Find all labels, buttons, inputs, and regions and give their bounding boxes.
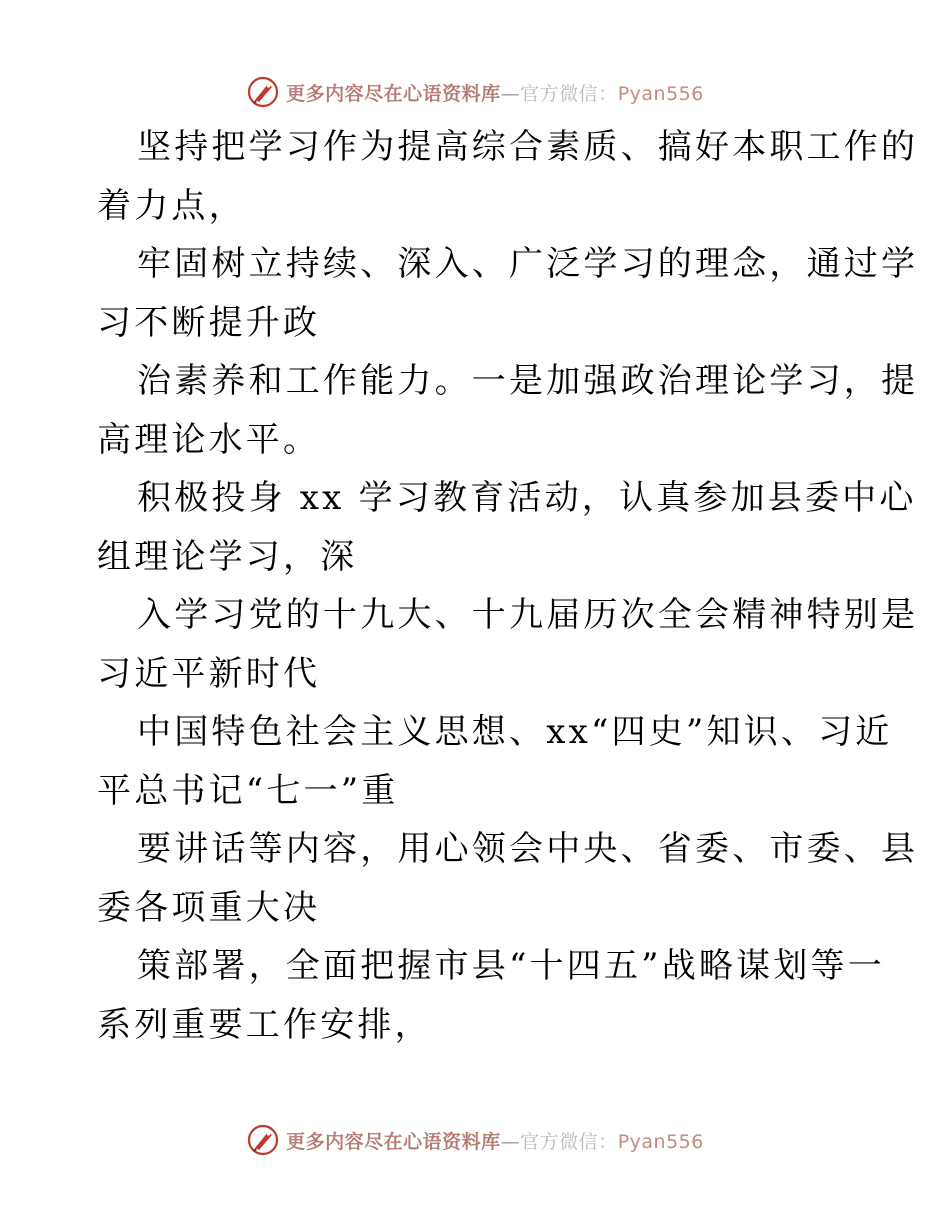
text-line-2: 着力点， — [97, 185, 246, 226]
watermark-dash: — — [500, 82, 521, 105]
watermark-wechat-label: 官方微信： — [520, 1130, 618, 1153]
text-line-1: 坚持把学习作为提高综合素质、搞好本职工作的 — [137, 127, 919, 167]
text-line-15: 策部署，全面把握市县“十四五”战略谋划等一 — [137, 946, 885, 986]
text-line-13: 要讲话等内容，用心领会中央、省委、市委、县 — [137, 829, 919, 869]
text-line-14: 委各项重大决 — [97, 887, 321, 928]
document-body — [97, 118, 919, 1054]
text-line-12: 平总书记“七一”重 — [97, 770, 399, 811]
text-line-3: 牢固树立持续、深入、广泛学习的理念，通过学 — [137, 244, 919, 284]
watermark-wechat-id: Pyan556 — [617, 1130, 704, 1153]
watermark-wechat-id: Pyan556 — [617, 82, 704, 105]
text-line-4: 习不断提升政 — [97, 302, 321, 343]
header-watermark-content — [246, 75, 704, 109]
header-watermark — [0, 72, 950, 112]
watermark-dash: — — [500, 1130, 521, 1153]
text-line-5: 治素养和工作能力。一是加强政治理论学习，提 — [137, 361, 919, 401]
text-line-9: 入学习党的十九大、十九届历次全会精神特别是 — [137, 595, 919, 635]
footer-watermark-text — [286, 1127, 704, 1154]
text-line-7: 积极投身 xx 学习教育活动，认真参加县委中心 — [137, 478, 917, 518]
text-line-16: 系列重要工作安排， — [97, 1004, 432, 1045]
header-watermark-text — [286, 79, 704, 106]
quill-pen-logo-icon — [246, 75, 280, 109]
text-line-10: 习近平新时代 — [97, 653, 321, 694]
text-line-11: 中国特色社会主义思想、xx“四史”知识、习近 — [137, 712, 893, 752]
watermark-wechat-label: 官方微信： — [520, 82, 618, 105]
footer-watermark — [0, 1120, 950, 1160]
watermark-main-text: 更多内容尽在心语资料库 — [286, 82, 501, 105]
footer-watermark-content — [246, 1123, 704, 1157]
text-line-6: 高理论水平。 — [97, 419, 321, 460]
text-line-8: 组理论学习，深 — [97, 536, 358, 577]
watermark-main-text: 更多内容尽在心语资料库 — [286, 1130, 501, 1153]
quill-pen-logo-icon — [246, 1123, 280, 1157]
